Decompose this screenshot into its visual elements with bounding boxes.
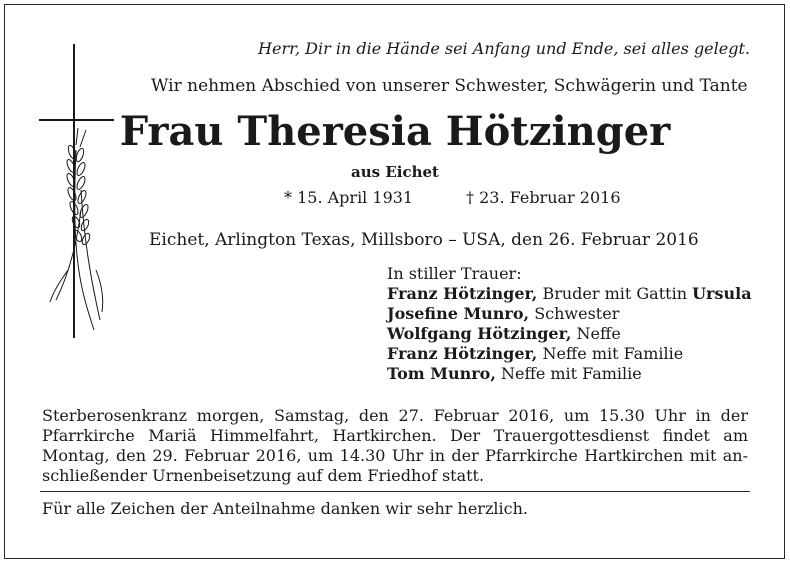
- thanks-line: Für alle Zeichen der Anteilnahme danken wir sehr herzlich.: [42, 499, 528, 518]
- mourner-row: [387, 324, 752, 344]
- funeral-line: Pfarrkirche Mariä Himmelfahrt, Hartkirchen. Der Trauergottesdienst findet am: [42, 426, 748, 445]
- mourner-row: [387, 344, 752, 364]
- mourner-name: Josefine Munro,: [387, 304, 530, 323]
- mourner-row: [387, 284, 752, 304]
- motto: Herr, Dir in die Hände sei Anfang und Ende, sei alles gelegt.: [258, 39, 750, 58]
- mourners-heading: In stiller Trauer:: [387, 264, 522, 283]
- mourner-name: Franz Hötzinger,: [387, 284, 538, 303]
- divider: [40, 491, 750, 492]
- origin: aus Eichet: [351, 163, 439, 181]
- mourner-relation: Neffe: [576, 324, 621, 343]
- place-date: Eichet, Arlington Texas, Millsboro – USA, den 26. Februar 2016: [149, 230, 699, 250]
- mourner-partner: Ursula: [692, 284, 752, 303]
- mourner-relation: Schwester: [534, 304, 620, 323]
- intro-line: Wir nehmen Abschied von unserer Schwester, Schwägerin und Tante: [151, 76, 748, 96]
- death-date: † 23. Februar 2016: [466, 188, 621, 207]
- mourner-row: [387, 364, 752, 384]
- mourner-relation: Neffe mit Familie: [500, 364, 642, 383]
- mourner-name: Franz Hötzinger,: [387, 344, 538, 363]
- birth-date: * 15. April 1931: [284, 188, 414, 207]
- funeral-line: schließender Urnenbeisetzung auf dem Friedhof statt.: [42, 466, 485, 485]
- deceased-name: Frau Theresia Hötzinger: [119, 108, 671, 155]
- mourner-relation: Bruder mit Gattin: [542, 284, 687, 303]
- mourner-name: Wolfgang Hötzinger,: [387, 324, 572, 343]
- cross-with-wheat-icon: [36, 40, 126, 350]
- funeral-line: Montag, den 29. Februar 2016, um 14.30 Uhr in der Pfarrkirche Hartkirchen mit an-: [42, 446, 748, 465]
- mourner-row: [387, 304, 752, 324]
- mourner-name: Tom Munro,: [387, 364, 496, 383]
- funeral-details: [42, 406, 748, 486]
- mourner-relation: Neffe mit Familie: [542, 344, 684, 363]
- mourners-block: [387, 264, 752, 384]
- funeral-line: Sterberosenkranz morgen, Samstag, den 27. Februar 2016, um 15.30 Uhr in der: [42, 406, 748, 425]
